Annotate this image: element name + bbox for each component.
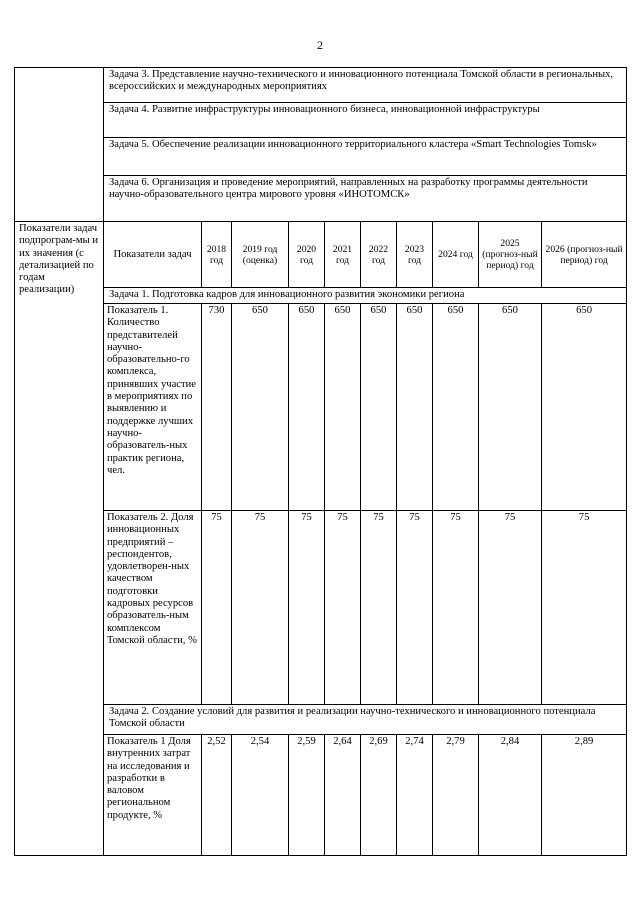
empty-label-cell — [15, 68, 104, 222]
value-cell: 2,59 — [289, 735, 325, 856]
header-row — [15, 222, 627, 288]
header-year: 2022 год — [361, 222, 397, 288]
header-year: 2020 год — [289, 222, 325, 288]
value-cell: 75 — [542, 511, 627, 705]
header-year: 2024 год — [433, 222, 479, 288]
value-cell: 75 — [202, 511, 232, 705]
task-5-text: Задача 5. Обеспечение реализации инновационного территориального кластера «Smart Technologies Tomsk» — [104, 138, 627, 176]
value-cell: 75 — [289, 511, 325, 705]
value-cell: 650 — [479, 304, 542, 511]
header-year: 2021 год — [325, 222, 361, 288]
value-cell: 650 — [361, 304, 397, 511]
value-cell: 650 — [542, 304, 627, 511]
task-row — [15, 138, 627, 176]
table-row — [15, 304, 627, 511]
value-cell: 2,79 — [433, 735, 479, 856]
indicator-name: Показатель 1. Количество представителей научно-образовательно-го комплекса, принявших участие в мероприятиях по выявлению и поддержке лучших научно-образователь-ных практик региона, чел. — [104, 304, 202, 511]
task-row — [15, 103, 627, 138]
value-cell: 2,74 — [397, 735, 433, 856]
table-row — [15, 511, 627, 705]
value-cell: 75 — [479, 511, 542, 705]
task-row — [15, 68, 627, 103]
value-cell: 2,84 — [479, 735, 542, 856]
header-year: 2026 (прогноз-ный период) год — [542, 222, 627, 288]
task-1-text: Задача 1. Подготовка кадров для инновационного развития экономики региона — [104, 288, 627, 304]
header-year: 2023 год — [397, 222, 433, 288]
task-row — [15, 176, 627, 222]
value-cell: 2,89 — [542, 735, 627, 856]
table-row — [15, 735, 627, 856]
indicators-table — [14, 67, 627, 856]
header-year: 2025 (прогноз-ный период) год — [479, 222, 542, 288]
header-indicators: Показатели задач — [104, 222, 202, 288]
value-cell: 730 — [202, 304, 232, 511]
value-cell: 2,52 — [202, 735, 232, 856]
side-label: Показатели задач подпрограм-мы и их значения (с детализацией по годам реализации) — [15, 222, 104, 856]
value-cell: 75 — [361, 511, 397, 705]
section-task-row — [15, 288, 627, 304]
value-cell: 75 — [397, 511, 433, 705]
indicator-name: Показатель 1 Доля внутренних затрат на исследования и разработки в валовом региональном продукте, % — [104, 735, 202, 856]
value-cell: 650 — [325, 304, 361, 511]
task-6-text: Задача 6. Организация и проведение мероприятий, направленных на разработку программы деятельности научно-образовательного центра мирового уровня «ИНОТОМСК» — [104, 176, 627, 222]
header-year: 2019 год (оценка) — [232, 222, 289, 288]
indicator-name: Показатель 2. Доля инновационных предприятий – респондентов, удовлетворен-ных качеством подготовки кадровых ресурсов образователь-ным комплексом Томской области, % — [104, 511, 202, 705]
value-cell: 75 — [433, 511, 479, 705]
task-3-text: Задача 3. Представление научно-технического и инновационного потенциала Томской области в региональных, всероссийских и международных мероприятиях — [104, 68, 627, 103]
task-2-text: Задача 2. Создание условий для развития и реализации научно-технического и инновационного потенциала Томской области — [104, 705, 627, 735]
header-year: 2018 год — [202, 222, 232, 288]
value-cell: 650 — [232, 304, 289, 511]
value-cell: 2,54 — [232, 735, 289, 856]
page-number: 2 — [317, 38, 323, 52]
value-cell: 2,69 — [361, 735, 397, 856]
value-cell: 650 — [433, 304, 479, 511]
task-4-text: Задача 4. Развитие инфраструктуры инновационного бизнеса, инновационной инфраструктуры — [104, 103, 627, 138]
value-cell: 650 — [289, 304, 325, 511]
value-cell: 75 — [325, 511, 361, 705]
section-task-row — [15, 705, 627, 735]
value-cell: 75 — [232, 511, 289, 705]
value-cell: 650 — [397, 304, 433, 511]
value-cell: 2,64 — [325, 735, 361, 856]
